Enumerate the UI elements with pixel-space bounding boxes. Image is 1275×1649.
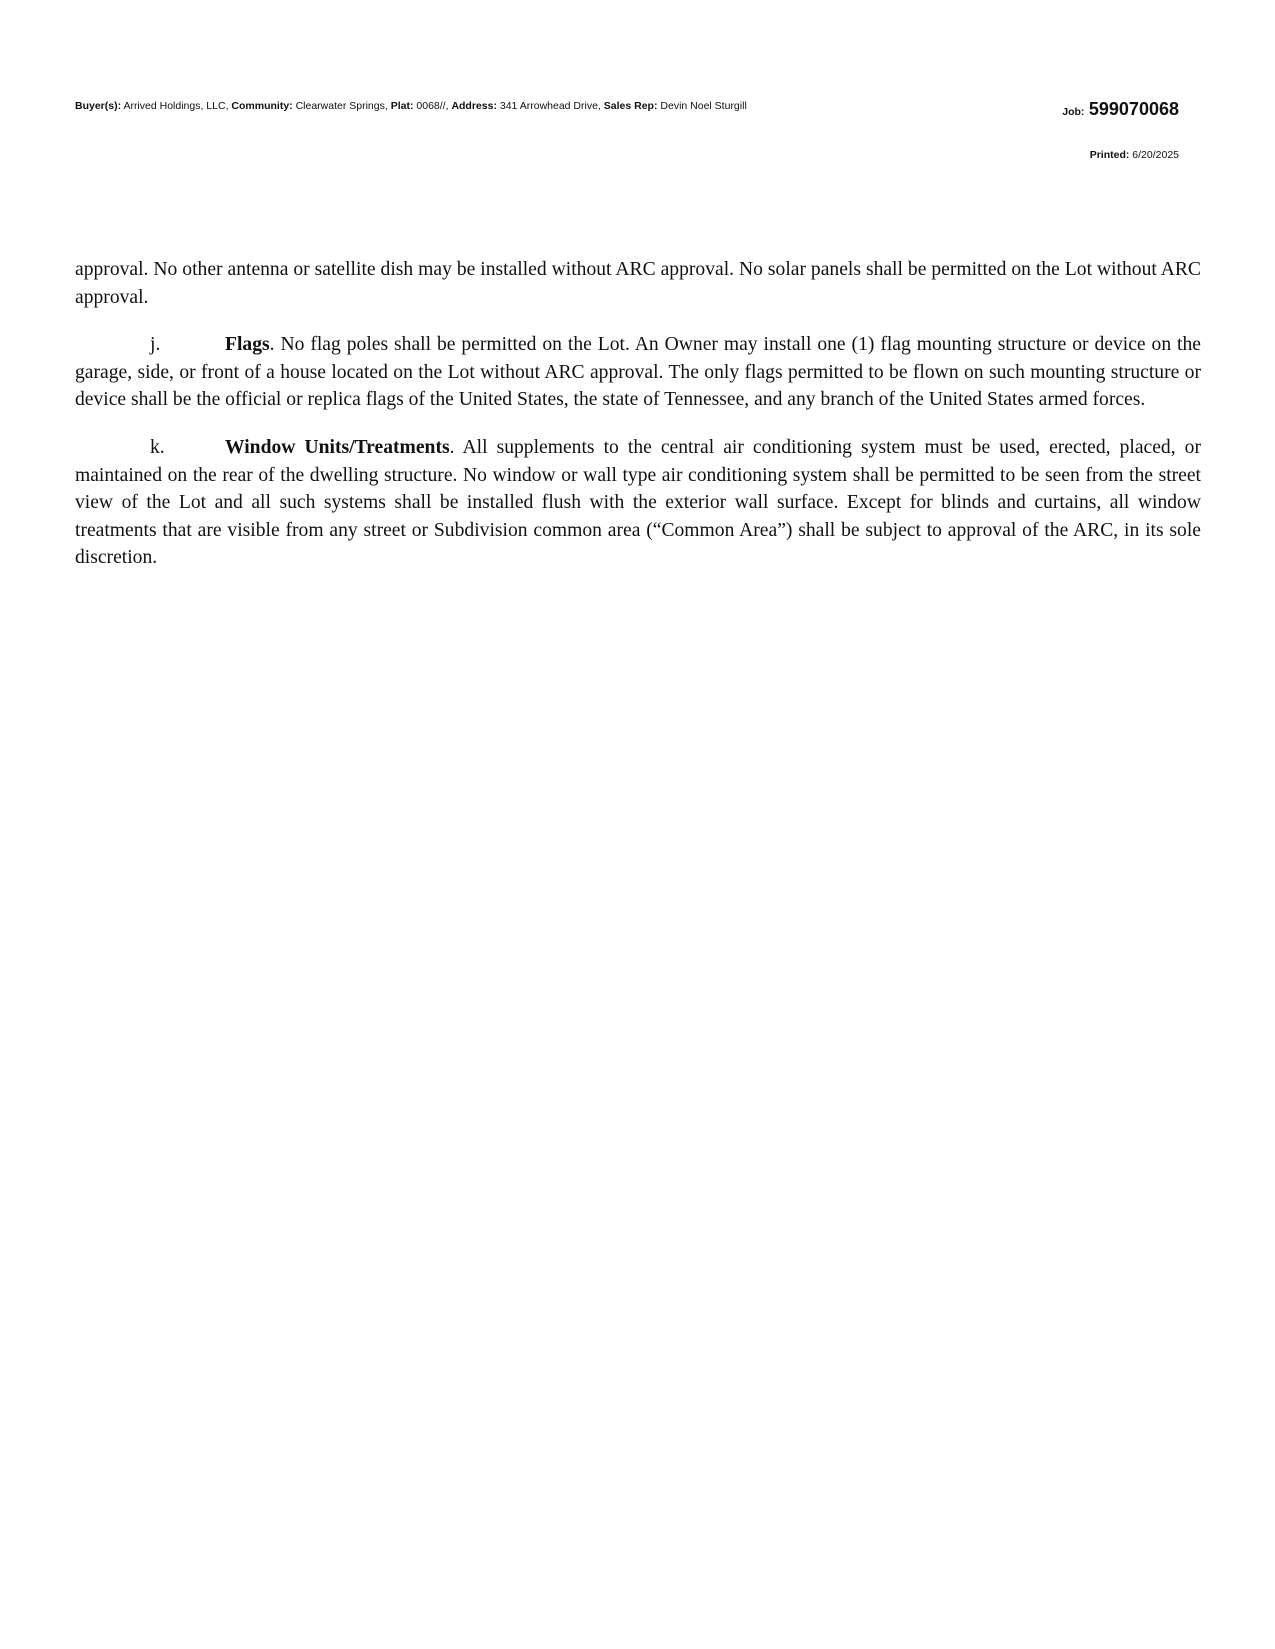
printed-date-block <box>1090 149 1179 161</box>
item-title: Window Units/Treatments <box>225 436 450 458</box>
address-label: Address: <box>451 100 497 112</box>
item-letter: j. <box>150 334 161 356</box>
section-item-flags <box>75 331 1201 414</box>
printed-date: 6/20/2025 <box>1132 149 1179 161</box>
sales-rep-value: Devin Noel Sturgill <box>660 100 747 112</box>
continuation-paragraph: approval. No other antenna or satellite dish may be installed without ARC approval. No solar panels shall be permitted on the Lot without ARC approval. <box>75 259 1201 308</box>
item-letter: k. <box>150 436 165 458</box>
section-item-window-units <box>75 434 1201 572</box>
buyer-label: Buyer(s): <box>75 100 122 112</box>
item-title: Flags <box>225 334 270 356</box>
community-value: Clearwater Springs, <box>295 100 388 112</box>
address-value: 341 Arrowhead Drive, <box>499 100 601 112</box>
item-text: . All supplements to the central air conditioning system must be used, erected, placed, or maintained on the rear of the dwelling structure. No window or wall type air conditioning system shall be permitted to be seen from the street view of the Lot and all such systems shall be installed flush with the exterior wall surface. Except for blinds and curtains, all window treatments that are visible from any street or Subdivision common area (“Common Area”) shall be subject to approval of the ARC, in its sole discretion. <box>75 436 1201 569</box>
sales-rep-label: Sales Rep: <box>603 100 658 112</box>
document-body <box>75 256 1201 592</box>
document-header-info <box>75 99 747 113</box>
buyer-value: Arrived Holdings, LLC, <box>123 100 229 112</box>
plat-value: 0068//, <box>416 100 449 112</box>
job-label: Job: <box>1062 106 1085 118</box>
community-label: Community: <box>231 100 293 112</box>
printed-label: Printed: <box>1089 149 1130 161</box>
job-number: 599070068 <box>1088 99 1179 119</box>
item-text: . No flag poles shall be permitted on the Lot. An Owner may install one (1) flag mounting structure or device on the garage, side, or front of a house located on the Lot without ARC approval. The only flags permitted to be flown on such mounting structure or device shall be the official or replica flags of the United States, the state of Tennessee, and any branch of the United States armed forces. <box>75 334 1201 411</box>
job-number-block <box>1062 99 1179 120</box>
plat-label: Plat: <box>390 100 414 112</box>
